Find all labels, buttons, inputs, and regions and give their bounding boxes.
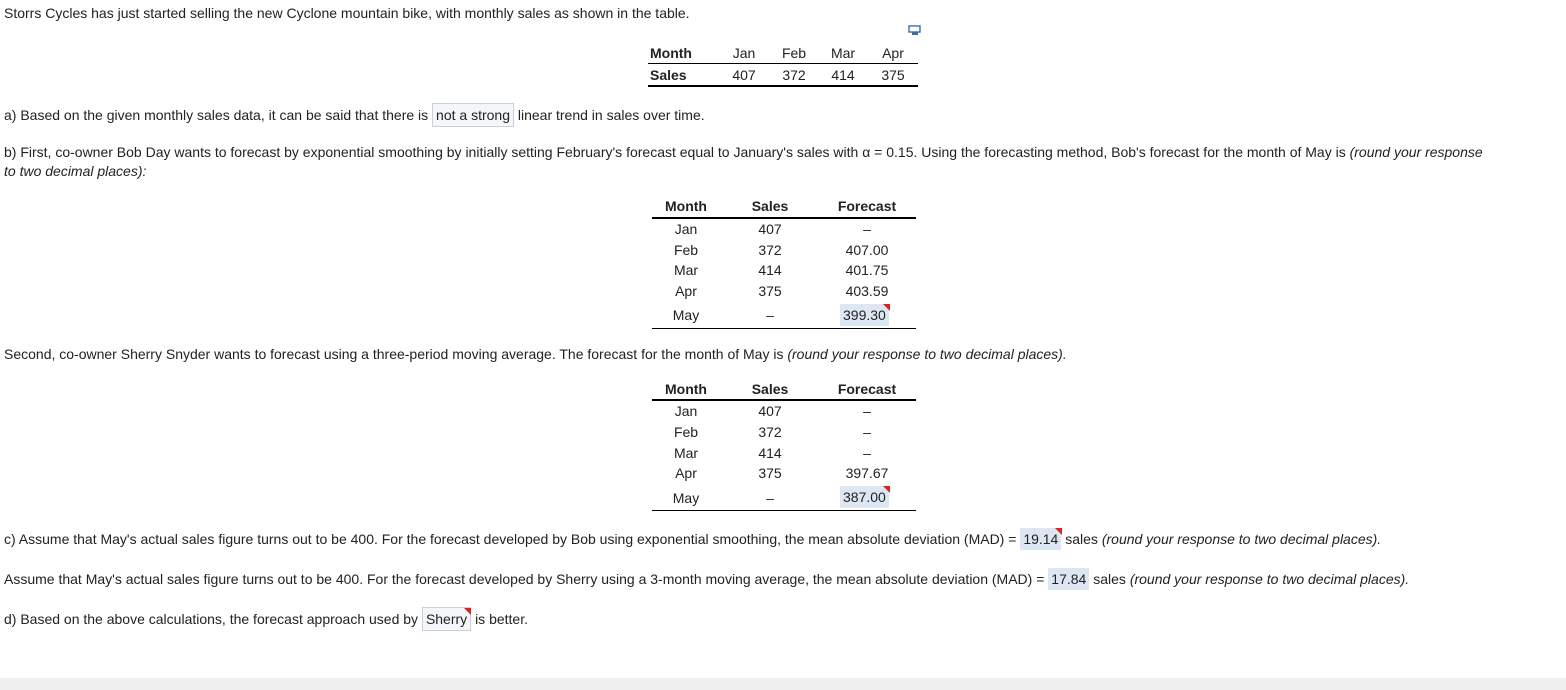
cell-forecast: – — [863, 403, 871, 419]
part-b-line1 — [4, 144, 1483, 160]
part-c1 — [4, 527, 1381, 551]
cell-sales: 414 — [758, 262, 782, 278]
cell-month: Feb — [673, 424, 699, 440]
header-forecast: Forecast — [837, 198, 897, 214]
month-cell: Feb — [781, 45, 807, 61]
sales-cell: 414 — [831, 67, 855, 83]
cell-month: Mar — [673, 262, 699, 278]
cell-sales: 375 — [758, 465, 782, 481]
part-c1-hint: (round your response to two decimal places). — [1101, 531, 1382, 547]
cell-sales: 414 — [758, 445, 782, 461]
cell-forecast: 407.00 — [845, 242, 889, 258]
may-ma-forecast-answer[interactable]: 387.00 — [840, 486, 889, 508]
cell-month: Apr — [675, 283, 697, 299]
part-a — [4, 103, 705, 127]
cell-sales: – — [766, 490, 774, 506]
row-label-month: Month — [650, 45, 692, 61]
part-c2-unit: sales — [1093, 571, 1126, 587]
cell-forecast: – — [863, 445, 871, 461]
month-cell: Apr — [882, 45, 904, 61]
header-rule — [652, 399, 916, 401]
cell-month: May — [672, 307, 700, 323]
header-month: Month — [665, 381, 707, 397]
part-b2 — [4, 346, 1067, 362]
table-bottom-rule — [648, 85, 918, 87]
header-month: Month — [665, 198, 707, 214]
better-approach-dropdown[interactable]: Sherry — [422, 607, 471, 631]
intro-text: Storrs Cycles has just started selling the new Cyclone mountain bike, with monthly sales as shown in the table. — [4, 5, 690, 21]
cell-month: Jan — [674, 221, 698, 237]
header-rule — [652, 217, 916, 219]
part-a-text-post: linear trend in sales over time. — [517, 107, 705, 123]
cell-forecast: 401.75 — [845, 262, 889, 278]
month-cell: Mar — [830, 45, 856, 61]
cell-month: May — [672, 490, 700, 506]
part-d-text-post: is better. — [475, 611, 528, 627]
cell-forecast: 397.67 — [845, 465, 889, 481]
cell-month: Feb — [673, 242, 699, 258]
cell-sales: 372 — [758, 242, 782, 258]
header-forecast: Forecast — [837, 381, 897, 397]
copy-icon[interactable] — [908, 25, 922, 37]
part-c1-unit: sales — [1065, 531, 1098, 547]
part-d-text: d) Based on the above calculations, the forecast approach used by — [4, 611, 419, 627]
footer-bar — [0, 678, 1566, 690]
cell-forecast: 403.59 — [845, 283, 889, 299]
cell-forecast: – — [863, 221, 871, 237]
cell-month: Mar — [673, 445, 699, 461]
part-b2-hint: (round your response to two decimal places). — [787, 346, 1067, 362]
part-b-text: b) First, co-owner Bob Day wants to forecast by exponential smoothing by initially setting February's forecast equal to January's sales with α = 0.15. Using the forecasting method, Bob's forecast for the month of May is — [4, 144, 1346, 160]
cell-sales: 407 — [758, 221, 782, 237]
part-b-hint: (round your response — [1349, 144, 1483, 160]
part-c2-text: Assume that May's actual sales figure turns out to be 400. For the forecast developed by Sherry using a 3-month moving average, the mean absolute deviation (MAD) = — [4, 571, 1045, 587]
part-a-text: a) Based on the given monthly sales data, it can be said that there is — [4, 107, 429, 123]
part-c2-hint: (round your response to two decimal places). — [1129, 571, 1410, 587]
cell-sales: – — [766, 307, 774, 323]
header-sales: Sales — [751, 381, 789, 397]
cell-sales: 375 — [758, 283, 782, 299]
table-divider — [648, 63, 918, 64]
cell-month: Apr — [675, 465, 697, 481]
trend-answer-dropdown[interactable]: not a strong — [432, 103, 514, 127]
sales-cell: 375 — [881, 67, 905, 83]
part-c1-text: c) Assume that May's actual sales figure turns out to be 400. For the forecast developed by Bob using exponential smoothing, the mean absolute deviation (MAD) = — [4, 531, 1017, 547]
sales-cell: 407 — [732, 67, 756, 83]
cell-forecast: – — [863, 424, 871, 440]
cell-sales: 372 — [758, 424, 782, 440]
row-label-sales: Sales — [650, 67, 687, 83]
part-b2-text: Second, co-owner Sherry Snyder wants to forecast using a three-period moving average. The forecast for the month of May is — [4, 346, 784, 362]
sherry-mad-answer[interactable]: 17.84 — [1048, 568, 1089, 590]
cell-sales: 407 — [758, 403, 782, 419]
part-d — [4, 607, 528, 631]
bob-mad-answer[interactable]: 19.14 — [1020, 528, 1061, 550]
cell-month: Jan — [674, 403, 698, 419]
header-sales: Sales — [751, 198, 789, 214]
part-b-hint-cont: to two decimal places): — [4, 163, 147, 179]
table-bottom-rule — [652, 510, 916, 511]
part-c2 — [4, 567, 1409, 591]
may-exp-forecast-answer[interactable]: 399.30 — [840, 304, 889, 326]
month-cell: Jan — [732, 45, 756, 61]
table-bottom-rule — [652, 328, 916, 329]
sales-cell: 372 — [782, 67, 806, 83]
